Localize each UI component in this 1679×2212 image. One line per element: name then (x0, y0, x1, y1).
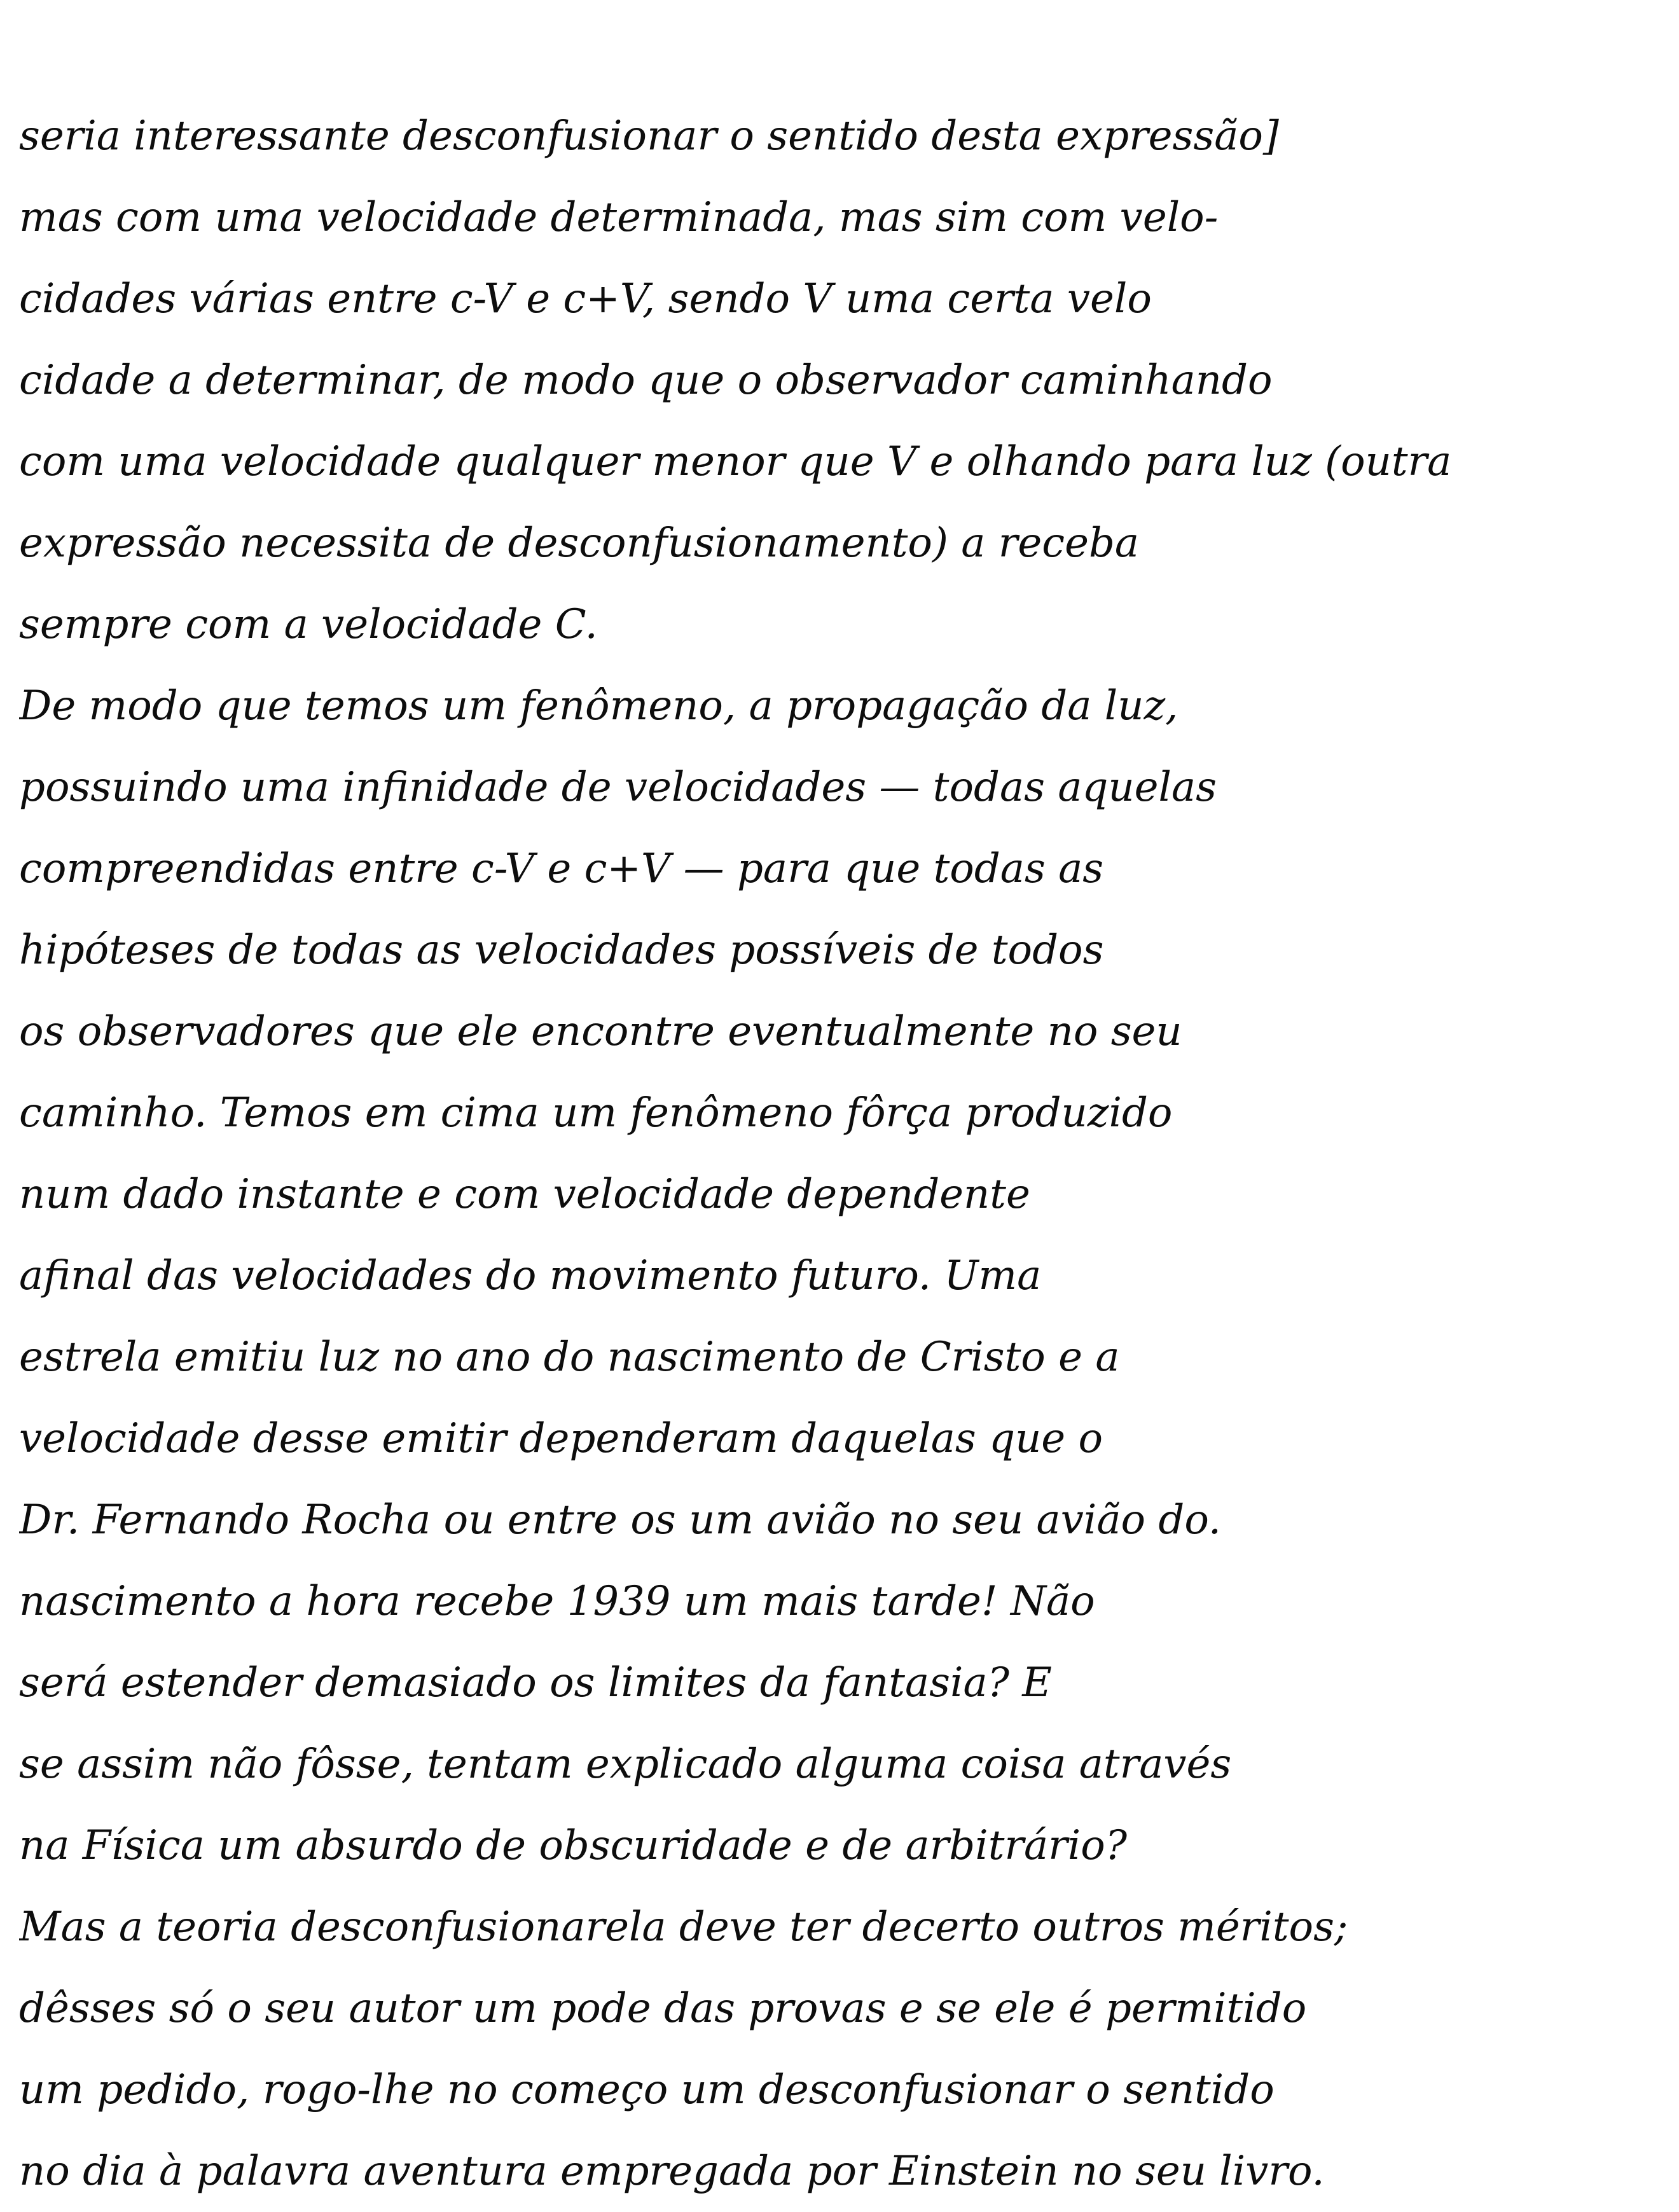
manuscript-line: compreendidas entre c-V e c+V — para que todas as (19, 845, 1104, 892)
handwritten-text (19, 95, 1660, 2212)
manuscript-line: hipóteses de todas as velocidades possíveis de todos (19, 927, 1104, 974)
manuscript-line: seria interessante desconfusionar o sentido desta expressão] (19, 113, 1279, 160)
manuscript-line: se assim não fôsse, tentam explicado alguma coisa através (19, 1741, 1232, 1788)
manuscript-line: será estender demasiado os limites da fantasia? E (19, 1659, 1052, 1706)
manuscript-line: velocidade desse emitir dependeram daquelas que o (19, 1415, 1103, 1462)
manuscript-line: os observadores que ele encontre eventualmente no seu (19, 1008, 1182, 1055)
manuscript-line: Mas a teoria desconfusionarela deve ter decerto outros méritos; (19, 1904, 1348, 1951)
manuscript-line: no dia à palavra aventura empregada por Einstein no seu livro. (19, 2148, 1325, 2195)
manuscript-line: na Física um absurdo de obscuridade e de arbitrário? (19, 1822, 1128, 1869)
manuscript-line: possuindo uma infinidade de velocidades — todas aquelas (19, 764, 1217, 811)
manuscript-line: estrela emitiu luz no ano do nascimento de Cristo e a (19, 1334, 1120, 1381)
manuscript-line: sempre com a velocidade C. (19, 601, 598, 648)
manuscript-line: nascimento a hora recebe 1939 um mais tarde! Não (19, 1578, 1095, 1625)
manuscript-line: mas com uma velocidade determinada, mas sim com velo- (19, 194, 1219, 241)
manuscript-line: expressão necessita de desconfusionamento) a receba (19, 520, 1140, 567)
manuscript-line: Dr. Fernando Rocha ou entre os um avião no seu avião do. (19, 1497, 1222, 1544)
manuscript-line: afinal das velocidades do movimento futuro. Uma (19, 1252, 1042, 1299)
manuscript-line: com uma velocidade qualquer menor que V e olhando para luz (outra (19, 438, 1452, 485)
manuscript-line: um pedido, rogo-lhe no começo um desconfusionar o sentido (19, 2066, 1275, 2113)
manuscript-line: num dado instante e com velocidade dependente (19, 1171, 1030, 1218)
manuscript-line: caminho. Temos em cima um fenômeno fôrça produzido (19, 1089, 1173, 1137)
manuscript-line: cidades várias entre c-V e c+V, sendo V uma certa velo (19, 275, 1152, 322)
manuscript-line: dêsses só o seu autor um pode das provas e se ele é permitido (19, 1985, 1307, 2032)
manuscript-line: cidade a determinar, de modo que o observador caminhando (19, 357, 1273, 404)
manuscript-line: De modo que temos um fenômeno, a propagação da luz, (19, 682, 1178, 729)
